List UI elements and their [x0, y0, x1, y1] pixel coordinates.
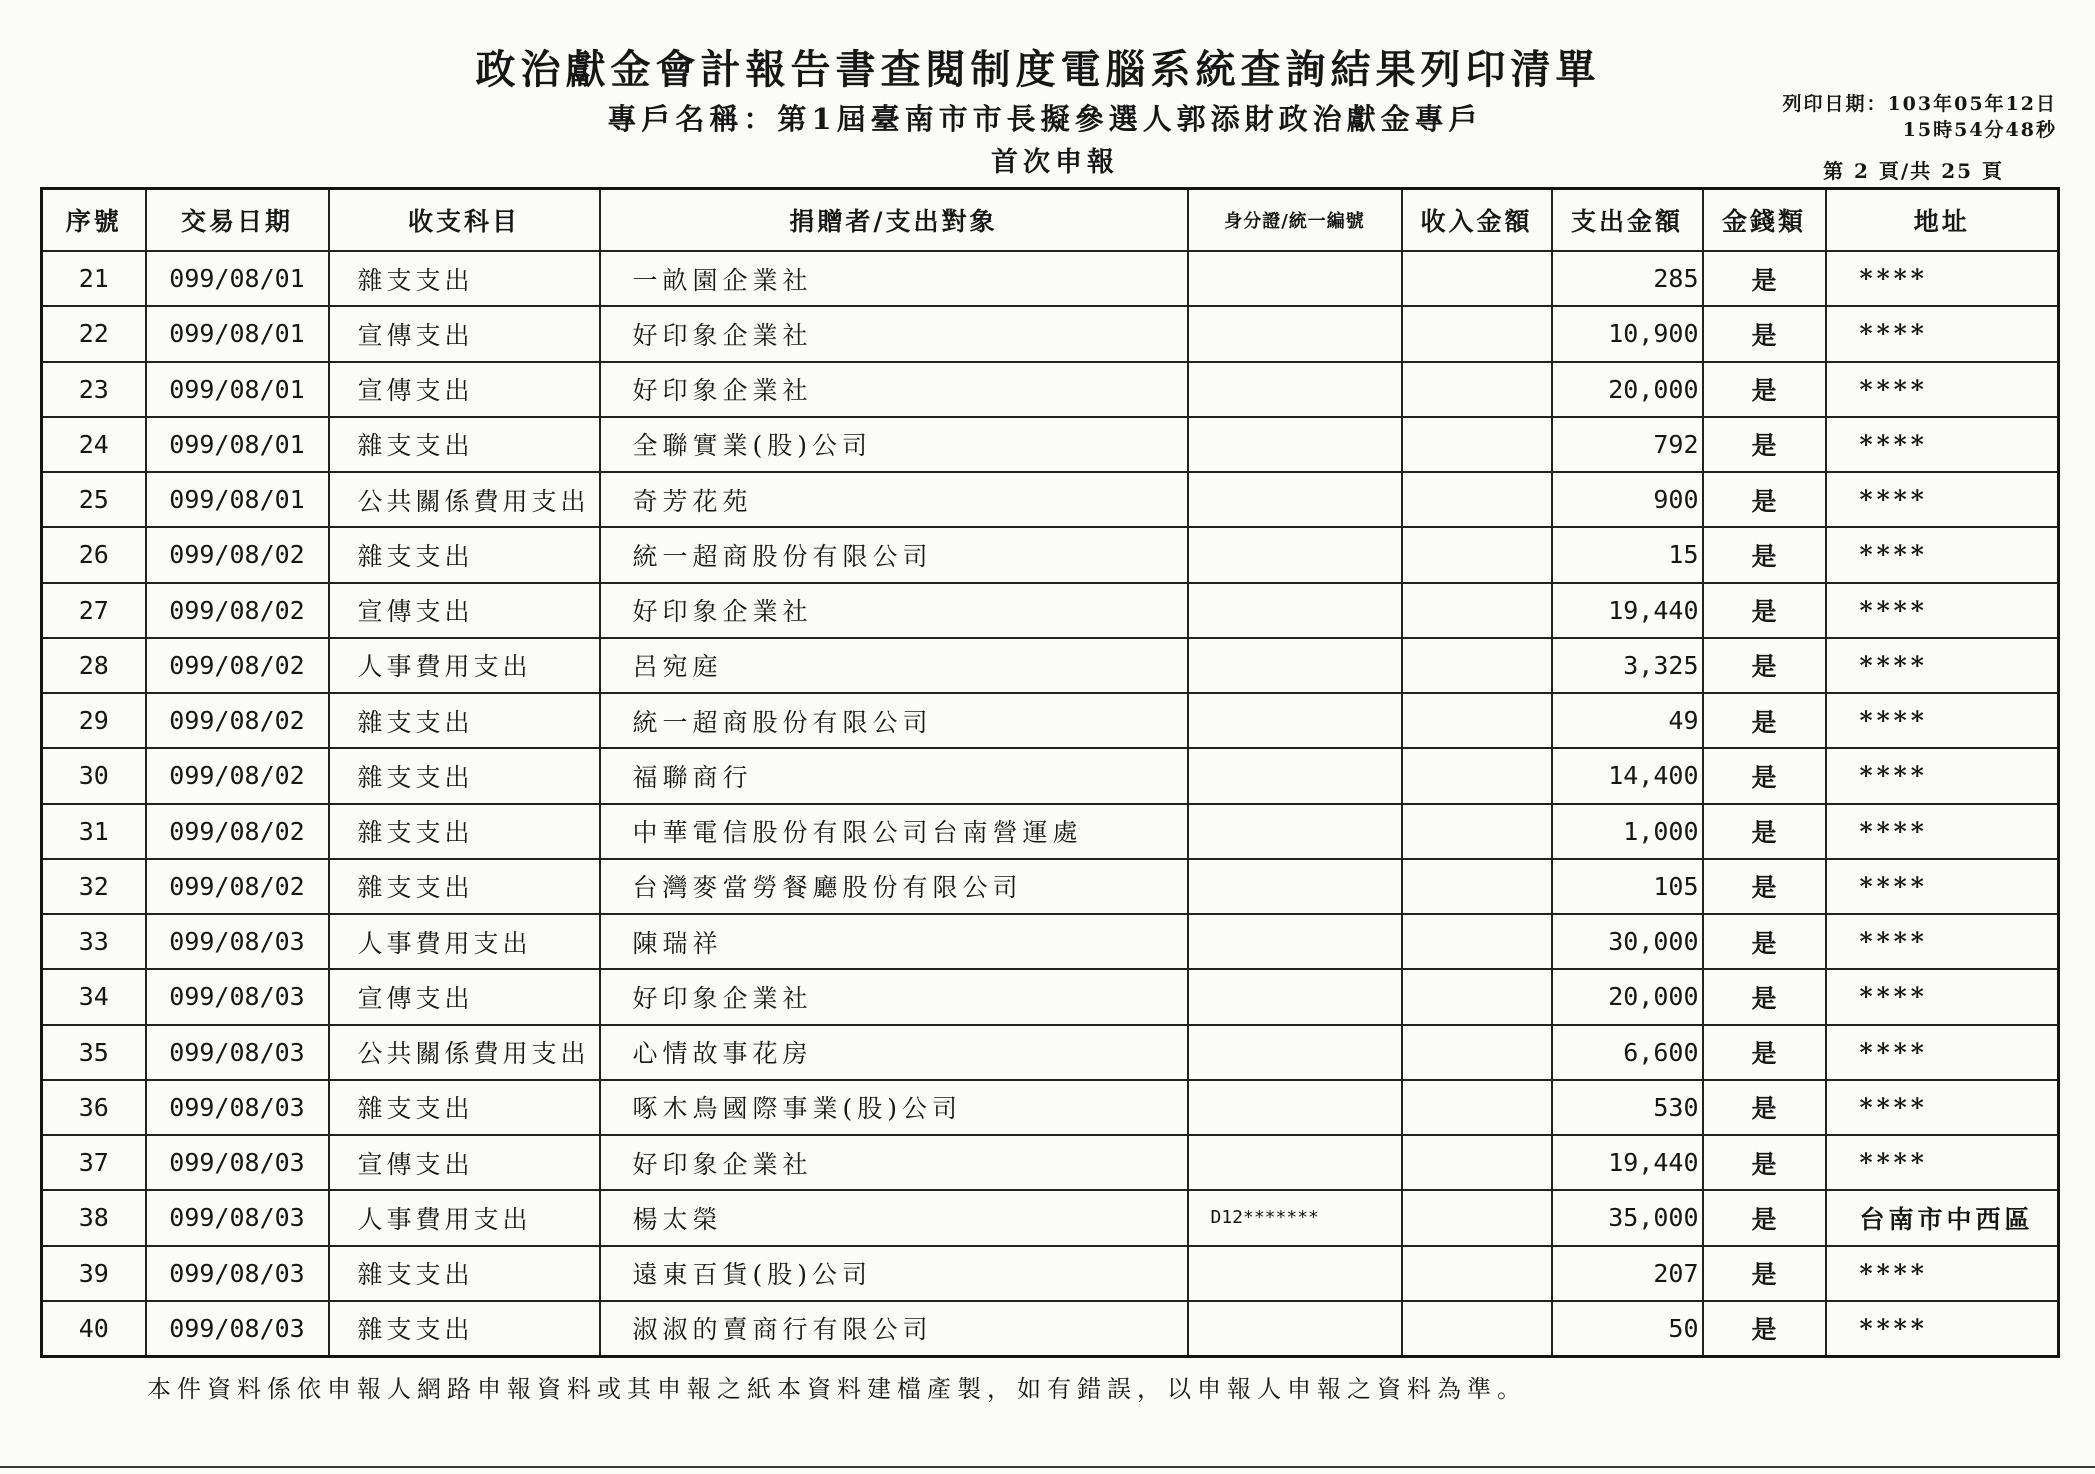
transactions-table	[40, 187, 2060, 1358]
category: 公共關係費用支出	[329, 1025, 600, 1080]
row-number: 37	[42, 1135, 146, 1190]
row-number: 24	[42, 417, 146, 472]
monetary-flag: 是	[1703, 1246, 1826, 1301]
table-row	[42, 969, 2059, 1024]
id-number	[1188, 969, 1402, 1024]
column-header-address: 地址	[1826, 189, 2059, 252]
address: ****	[1826, 859, 2059, 914]
row-number: 27	[42, 583, 146, 638]
payee: 中華電信股份有限公司台南營運處	[600, 804, 1188, 859]
print-time: 15時54分48秒	[1902, 119, 2057, 141]
page-info: 第 2 頁/共 25 頁	[1823, 159, 2004, 183]
payee: 統一超商股份有限公司	[600, 693, 1188, 748]
transaction-date: 099/08/03	[146, 1025, 329, 1080]
payee: 呂宛庭	[600, 638, 1188, 693]
column-header-date: 交易日期	[146, 189, 329, 252]
category: 雜支支出	[329, 859, 600, 914]
id-number	[1188, 1135, 1402, 1190]
id-number	[1188, 306, 1402, 361]
table-row	[42, 914, 2059, 969]
payee: 奇芳花苑	[600, 472, 1188, 527]
income-amount	[1402, 969, 1552, 1024]
table-row	[42, 638, 2059, 693]
footer-disclaimer: 本件資料係依申報人網路申報資料或其申報之紙本資料建檔產製，如有錯誤，以申報人申報之資料為準。	[147, 1375, 1527, 1403]
category: 宣傳支出	[329, 969, 600, 1024]
income-amount	[1402, 914, 1552, 969]
row-number: 34	[42, 969, 146, 1024]
transaction-date: 099/08/03	[146, 1301, 329, 1356]
category: 雜支支出	[329, 1246, 600, 1301]
address: ****	[1826, 1080, 2059, 1135]
monetary-flag: 是	[1703, 804, 1826, 859]
column-header-income: 收入金額	[1402, 189, 1552, 252]
expense-amount: 530	[1552, 1080, 1703, 1135]
monetary-flag: 是	[1703, 583, 1826, 638]
table-row	[42, 417, 2059, 472]
expense-amount: 10,900	[1552, 306, 1703, 361]
transaction-date: 099/08/03	[146, 1190, 329, 1245]
id-number	[1188, 693, 1402, 748]
row-number: 35	[42, 1025, 146, 1080]
table-row	[42, 748, 2059, 803]
income-amount	[1402, 472, 1552, 527]
expense-amount: 14,400	[1552, 748, 1703, 803]
expense-amount: 900	[1552, 472, 1703, 527]
transaction-date: 099/08/03	[146, 1135, 329, 1190]
category: 雜支支出	[329, 251, 600, 306]
payee: 楊太榮	[600, 1190, 1188, 1245]
report-title: 政治獻金會計報告書查閱制度電腦系統查詢結果列印清單	[475, 46, 1601, 93]
monetary-flag: 是	[1703, 1025, 1826, 1080]
page-bottom-line	[0, 1466, 2095, 1468]
monetary-flag: 是	[1703, 306, 1826, 361]
table-row	[42, 804, 2059, 859]
transaction-date: 099/08/01	[146, 251, 329, 306]
row-number: 25	[42, 472, 146, 527]
column-header-number: 序號	[42, 189, 146, 252]
address: ****	[1826, 417, 2059, 472]
category: 宣傳支出	[329, 1135, 600, 1190]
account-name: 專戶名稱：第1屆臺南市市長擬參選人郭添財政治獻金專戶	[607, 102, 1483, 136]
address: ****	[1826, 583, 2059, 638]
id-number	[1188, 527, 1402, 582]
row-number: 30	[42, 748, 146, 803]
expense-amount: 19,440	[1552, 1135, 1703, 1190]
payee: 遠東百貨(股)公司	[600, 1246, 1188, 1301]
monetary-flag: 是	[1703, 693, 1826, 748]
monetary-flag: 是	[1703, 527, 1826, 582]
expense-amount: 285	[1552, 251, 1703, 306]
table-row	[42, 306, 2059, 361]
expense-amount: 20,000	[1552, 969, 1703, 1024]
category: 雜支支出	[329, 1301, 600, 1356]
address: ****	[1826, 472, 2059, 527]
id-number	[1188, 583, 1402, 638]
address: 台南市中西區	[1826, 1190, 2059, 1245]
transaction-date: 099/08/02	[146, 748, 329, 803]
category: 人事費用支出	[329, 914, 600, 969]
row-number: 23	[42, 362, 146, 417]
id-number	[1188, 748, 1402, 803]
category: 雜支支出	[329, 693, 600, 748]
table-row	[42, 1025, 2059, 1080]
address: ****	[1826, 693, 2059, 748]
transaction-date: 099/08/02	[146, 638, 329, 693]
income-amount	[1402, 1025, 1552, 1080]
income-amount	[1402, 1246, 1552, 1301]
id-number	[1188, 804, 1402, 859]
category: 雜支支出	[329, 804, 600, 859]
id-number: D12*******	[1188, 1190, 1402, 1245]
row-number: 39	[42, 1246, 146, 1301]
table-row	[42, 583, 2059, 638]
row-number: 26	[42, 527, 146, 582]
payee: 一畝園企業社	[600, 251, 1188, 306]
address: ****	[1826, 1246, 2059, 1301]
report-type: 首次申報	[991, 147, 1119, 178]
category: 宣傳支出	[329, 362, 600, 417]
address: ****	[1826, 306, 2059, 361]
table-row	[42, 1301, 2059, 1356]
table-row	[42, 251, 2059, 306]
monetary-flag: 是	[1703, 417, 1826, 472]
id-number	[1188, 472, 1402, 527]
category: 公共關係費用支出	[329, 472, 600, 527]
expense-amount: 50	[1552, 1301, 1703, 1356]
payee: 好印象企業社	[600, 306, 1188, 361]
expense-amount: 30,000	[1552, 914, 1703, 969]
monetary-flag: 是	[1703, 251, 1826, 306]
payee: 心情故事花房	[600, 1025, 1188, 1080]
category: 雜支支出	[329, 527, 600, 582]
income-amount	[1402, 362, 1552, 417]
row-number: 22	[42, 306, 146, 361]
expense-amount: 3,325	[1552, 638, 1703, 693]
row-number: 36	[42, 1080, 146, 1135]
category: 雜支支出	[329, 1080, 600, 1135]
income-amount	[1402, 859, 1552, 914]
expense-amount: 1,000	[1552, 804, 1703, 859]
id-number	[1188, 1301, 1402, 1356]
id-number	[1188, 859, 1402, 914]
category: 宣傳支出	[329, 583, 600, 638]
payee: 好印象企業社	[600, 583, 1188, 638]
address: ****	[1826, 1135, 2059, 1190]
table-row	[42, 1246, 2059, 1301]
row-number: 28	[42, 638, 146, 693]
monetary-flag: 是	[1703, 748, 1826, 803]
payee: 台灣麥當勞餐廳股份有限公司	[600, 859, 1188, 914]
id-number	[1188, 251, 1402, 306]
address: ****	[1826, 527, 2059, 582]
transaction-date: 099/08/03	[146, 1246, 329, 1301]
category: 人事費用支出	[329, 1190, 600, 1245]
transaction-date: 099/08/01	[146, 306, 329, 361]
monetary-flag: 是	[1703, 1190, 1826, 1245]
address: ****	[1826, 914, 2059, 969]
transaction-date: 099/08/03	[146, 969, 329, 1024]
column-header-payee: 捐贈者/支出對象	[600, 189, 1188, 252]
table-row	[42, 859, 2059, 914]
monetary-flag: 是	[1703, 638, 1826, 693]
row-number: 31	[42, 804, 146, 859]
income-amount	[1402, 527, 1552, 582]
transaction-date: 099/08/01	[146, 362, 329, 417]
payee: 好印象企業社	[600, 969, 1188, 1024]
id-number	[1188, 638, 1402, 693]
column-header-category: 收支科目	[329, 189, 600, 252]
table-row	[42, 1190, 2059, 1245]
address: ****	[1826, 804, 2059, 859]
id-number	[1188, 417, 1402, 472]
table-row	[42, 1135, 2059, 1190]
transaction-date: 099/08/03	[146, 914, 329, 969]
payee: 好印象企業社	[600, 362, 1188, 417]
payee: 全聯實業(股)公司	[600, 417, 1188, 472]
id-number	[1188, 1080, 1402, 1135]
expense-amount: 19,440	[1552, 583, 1703, 638]
column-header-expense: 支出金額	[1552, 189, 1703, 252]
income-amount	[1402, 638, 1552, 693]
row-number: 33	[42, 914, 146, 969]
id-number	[1188, 1246, 1402, 1301]
row-number: 40	[42, 1301, 146, 1356]
address: ****	[1826, 362, 2059, 417]
table-row	[42, 1080, 2059, 1135]
income-amount	[1402, 306, 1552, 361]
income-amount	[1402, 251, 1552, 306]
expense-amount: 6,600	[1552, 1025, 1703, 1080]
address: ****	[1826, 1025, 2059, 1080]
category: 雜支支出	[329, 748, 600, 803]
transaction-date: 099/08/02	[146, 693, 329, 748]
transaction-date: 099/08/02	[146, 804, 329, 859]
table-header-row	[42, 189, 2059, 252]
expense-amount: 20,000	[1552, 362, 1703, 417]
id-number	[1188, 1025, 1402, 1080]
payee: 啄木鳥國際事業(股)公司	[600, 1080, 1188, 1135]
column-header-monetary: 金錢類	[1703, 189, 1826, 252]
table-row	[42, 472, 2059, 527]
income-amount	[1402, 1080, 1552, 1135]
transaction-date: 099/08/01	[146, 417, 329, 472]
expense-amount: 792	[1552, 417, 1703, 472]
category: 宣傳支出	[329, 306, 600, 361]
id-number	[1188, 914, 1402, 969]
income-amount	[1402, 1301, 1552, 1356]
category: 雜支支出	[329, 417, 600, 472]
row-number: 32	[42, 859, 146, 914]
table-row	[42, 693, 2059, 748]
income-amount	[1402, 693, 1552, 748]
monetary-flag: 是	[1703, 1080, 1826, 1135]
monetary-flag: 是	[1703, 1301, 1826, 1356]
payee: 統一超商股份有限公司	[600, 527, 1188, 582]
income-amount	[1402, 1190, 1552, 1245]
monetary-flag: 是	[1703, 1135, 1826, 1190]
expense-amount: 35,000	[1552, 1190, 1703, 1245]
monetary-flag: 是	[1703, 969, 1826, 1024]
payee: 好印象企業社	[600, 1135, 1188, 1190]
payee: 陳瑞祥	[600, 914, 1188, 969]
row-number: 21	[42, 251, 146, 306]
address: ****	[1826, 1301, 2059, 1356]
expense-amount: 105	[1552, 859, 1703, 914]
address: ****	[1826, 969, 2059, 1024]
monetary-flag: 是	[1703, 362, 1826, 417]
column-header-id: 身分證/統一編號	[1188, 189, 1402, 252]
expense-amount: 207	[1552, 1246, 1703, 1301]
category: 人事費用支出	[329, 638, 600, 693]
monetary-flag: 是	[1703, 859, 1826, 914]
transaction-date: 099/08/02	[146, 583, 329, 638]
income-amount	[1402, 417, 1552, 472]
payee: 福聯商行	[600, 748, 1188, 803]
transaction-date: 099/08/03	[146, 1080, 329, 1135]
transaction-date: 099/08/02	[146, 859, 329, 914]
table-row	[42, 362, 2059, 417]
address: ****	[1826, 251, 2059, 306]
table-row	[42, 527, 2059, 582]
expense-amount: 49	[1552, 693, 1703, 748]
expense-amount: 15	[1552, 527, 1703, 582]
income-amount	[1402, 583, 1552, 638]
transaction-date: 099/08/01	[146, 472, 329, 527]
income-amount	[1402, 804, 1552, 859]
income-amount	[1402, 748, 1552, 803]
row-number: 38	[42, 1190, 146, 1245]
row-number: 29	[42, 693, 146, 748]
monetary-flag: 是	[1703, 914, 1826, 969]
address: ****	[1826, 638, 2059, 693]
print-date: 列印日期：103年05年12日	[1782, 93, 2057, 115]
address: ****	[1826, 748, 2059, 803]
income-amount	[1402, 1135, 1552, 1190]
id-number	[1188, 362, 1402, 417]
monetary-flag: 是	[1703, 472, 1826, 527]
payee: 淑淑的賣商行有限公司	[600, 1301, 1188, 1356]
transaction-date: 099/08/02	[146, 527, 329, 582]
